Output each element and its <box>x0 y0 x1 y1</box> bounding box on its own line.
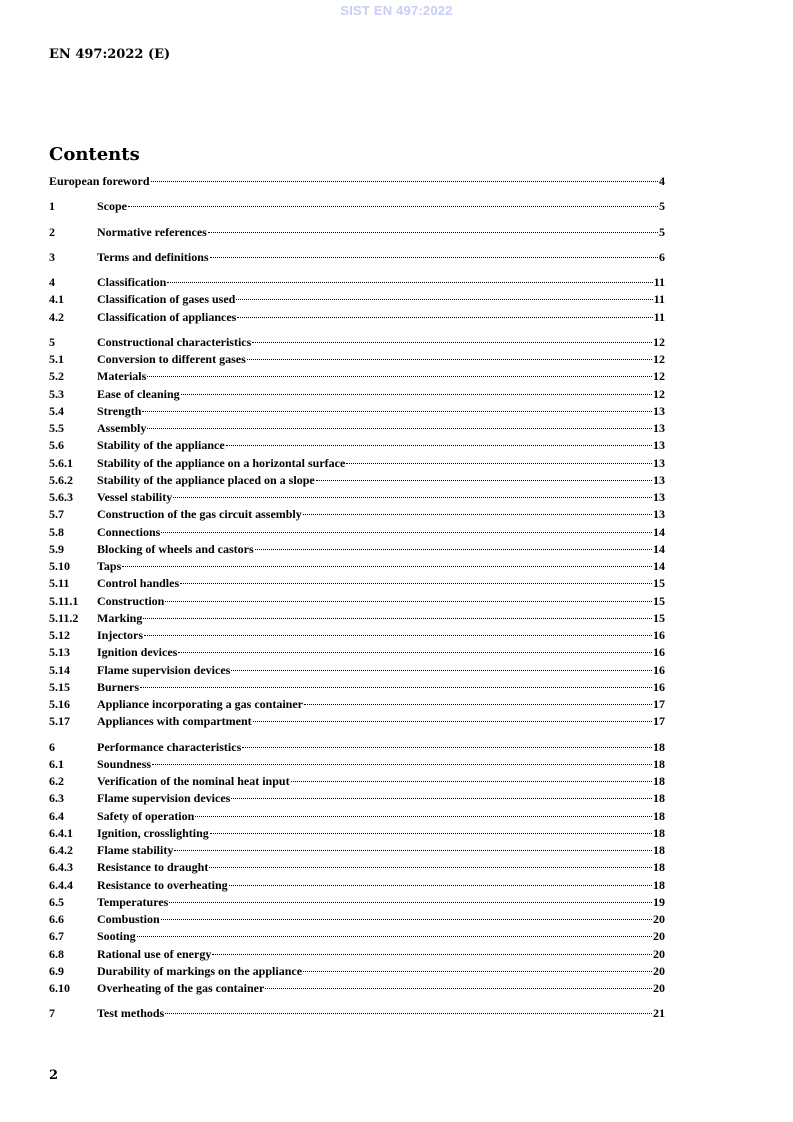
page-number: 2 <box>49 1068 59 1083</box>
toc-entry-number: 6.3 <box>49 791 64 806</box>
toc-dot-leader <box>231 798 652 799</box>
toc-entry-page: 13 <box>653 455 665 470</box>
toc-entry-title: Overheating of the gas container <box>97 981 265 995</box>
toc-entry[interactable] <box>49 859 665 876</box>
toc-entry-title: Stability of the appliance placed on a slope <box>97 472 315 487</box>
toc-entry-page: 15 <box>653 593 665 608</box>
toc-entry-title: Flame stability <box>97 843 174 857</box>
contents-heading: Contents <box>49 144 140 165</box>
toc-entry-title: Vessel stability <box>97 490 173 504</box>
toc-dot-leader <box>252 342 652 343</box>
toc-entry-title: Verification of the nominal heat input <box>97 774 290 788</box>
toc-entry-number: 7 <box>49 1006 55 1021</box>
toc-entry-page: 12 <box>653 369 665 384</box>
toc-dot-leader <box>316 480 652 481</box>
toc-dot-leader <box>231 670 652 671</box>
toc-entry-page: 13 <box>653 507 665 522</box>
toc-entry-title: Scope <box>97 199 127 214</box>
toc-dot-leader <box>147 428 652 429</box>
toc-entry-number: 5.6.1 <box>49 455 73 470</box>
toc-entry-title: Combustion <box>97 912 160 926</box>
toc-entry-number: 5.13 <box>49 645 70 660</box>
toc-entry-page: 17 <box>653 714 665 729</box>
toc-entry[interactable] <box>49 842 665 859</box>
toc-entry-title: Ease of cleaning <box>97 386 180 401</box>
toc-entry-title: Marking <box>97 610 143 625</box>
toc-entry[interactable] <box>49 334 665 351</box>
toc-entry[interactable] <box>49 173 665 190</box>
toc-dot-leader <box>169 902 652 903</box>
toc-entry-page: 17 <box>653 697 665 711</box>
toc-dot-leader <box>208 232 658 233</box>
toc-entry-page: 18 <box>653 808 665 823</box>
toc-dot-leader <box>165 1013 652 1014</box>
toc-dot-leader <box>209 867 652 868</box>
toc-entry-number: 5.6.3 <box>49 490 73 504</box>
toc-entry[interactable] <box>49 739 665 756</box>
toc-entry-number: 5.10 <box>49 559 70 573</box>
toc-entry-number: 5.15 <box>49 679 70 694</box>
toc-entry-number: 5.4 <box>49 403 64 418</box>
toc-entry[interactable] <box>49 420 665 437</box>
toc-entry-title: Resistance to draught <box>97 860 209 875</box>
toc-entry-page: 18 <box>653 877 665 892</box>
toc-entry-number: 6.5 <box>49 894 64 909</box>
toc-entry[interactable] <box>49 713 665 730</box>
toc-entry-number: 5.6.2 <box>49 472 73 487</box>
toc-entry-page: 4 <box>659 174 665 188</box>
toc-dot-leader <box>173 497 652 498</box>
toc-entry-title: Assembly <box>97 421 147 435</box>
toc-entry-page: 18 <box>653 843 665 857</box>
toc-entry[interactable] <box>49 911 665 928</box>
toc-entry[interactable] <box>49 472 665 489</box>
toc-dot-leader <box>174 850 652 851</box>
toc-entry-title: Rational use of energy <box>97 946 212 961</box>
toc-entry-number: 6.4.3 <box>49 860 73 875</box>
toc-entry-number: 5.1 <box>49 352 64 366</box>
toc-entry-number: 5 <box>49 334 55 349</box>
toc-entry-title: Ignition, crosslighting <box>97 825 209 840</box>
toc-entry-page: 11 <box>653 275 665 289</box>
toc-dot-leader <box>151 181 658 182</box>
toc-dot-leader <box>140 687 652 688</box>
toc-entry[interactable] <box>49 980 665 997</box>
toc-dot-leader <box>236 299 652 300</box>
toc-dot-leader <box>165 601 652 602</box>
toc-entry[interactable] <box>49 808 665 825</box>
toc-entry-title: European foreword <box>49 174 150 188</box>
toc-entry-number: 6.4.1 <box>49 825 73 840</box>
toc-entry-page: 13 <box>653 421 665 435</box>
toc-entry-title: Soundness <box>97 756 152 771</box>
watermark: SIST EN 497:2022 <box>340 3 453 18</box>
toc-entry-page: 12 <box>653 334 665 349</box>
toc-dot-leader <box>247 359 652 360</box>
toc-dot-leader <box>229 885 652 886</box>
toc-dot-leader <box>122 566 652 567</box>
toc-entry-number: 6.6 <box>49 912 64 926</box>
toc-entry-number: 6.7 <box>49 929 64 944</box>
toc-entry[interactable] <box>49 790 665 807</box>
toc-dot-leader <box>304 704 652 705</box>
toc-dot-leader <box>147 376 652 377</box>
toc-entry-page: 11 <box>653 292 665 307</box>
toc-entry[interactable] <box>49 437 665 454</box>
toc-entry[interactable] <box>49 946 665 963</box>
toc-entry-number: 1 <box>49 199 55 214</box>
toc-entry-number: 4 <box>49 275 55 289</box>
toc-entry-title: Materials <box>97 369 147 384</box>
toc-entry[interactable] <box>49 963 665 980</box>
toc-entry[interactable] <box>49 455 665 472</box>
toc-entry[interactable] <box>49 696 665 713</box>
toc-entry-title: Safety of operation <box>97 808 195 823</box>
toc-entry-number: 3 <box>49 249 55 264</box>
toc-entry-number: 6.4.2 <box>49 843 73 857</box>
toc-dot-leader <box>291 781 652 782</box>
toc-entry[interactable] <box>49 610 665 627</box>
toc-entry-title: Temperatures <box>97 894 169 909</box>
toc-entry[interactable] <box>49 351 665 368</box>
toc-entry-title: Construction <box>97 593 165 608</box>
toc-entry-page: 5 <box>659 224 665 239</box>
toc-entry-page: 15 <box>653 610 665 625</box>
toc-entry-number: 5.6 <box>49 438 64 453</box>
toc-dot-leader <box>210 257 658 258</box>
toc-entry-page: 6 <box>659 249 665 264</box>
toc-entry[interactable] <box>49 679 665 696</box>
toc-dot-leader <box>180 583 652 584</box>
toc-dot-leader <box>152 764 652 765</box>
toc-dot-leader <box>128 206 658 207</box>
toc-entry-title: Conversion to different gases <box>97 352 246 366</box>
toc-entry[interactable] <box>49 644 665 661</box>
toc-entry-number: 5.11.2 <box>49 610 79 625</box>
toc-entry[interactable] <box>49 558 665 575</box>
toc-entry-page: 18 <box>653 756 665 771</box>
toc-entry-page: 16 <box>653 645 665 660</box>
toc-entry-title: Strength <box>97 403 142 418</box>
toc-entry-page: 20 <box>653 981 665 995</box>
toc-entry-title: Stability of the appliance <box>97 438 225 453</box>
toc-entry-page: 21 <box>653 1006 665 1021</box>
toc-dot-leader <box>253 721 652 722</box>
toc-entry-page: 18 <box>653 860 665 875</box>
toc-dot-leader <box>255 549 652 550</box>
toc-entry-title: Test methods <box>97 1006 165 1021</box>
toc-dot-leader <box>161 532 652 533</box>
toc-entry-page: 16 <box>653 628 665 642</box>
toc-entry-page: 18 <box>653 739 665 754</box>
toc-entry-number: 5.9 <box>49 541 64 556</box>
toc-entry-page: 11 <box>653 309 665 324</box>
toc-dot-leader <box>178 652 652 653</box>
toc-dot-leader <box>242 747 652 748</box>
toc-entry[interactable] <box>49 825 665 842</box>
toc-entry-page: 18 <box>653 791 665 806</box>
toc-entry[interactable] <box>49 575 665 592</box>
toc-entry-page: 19 <box>653 894 665 909</box>
toc-dot-leader <box>137 936 652 937</box>
toc-entry-page: 20 <box>653 929 665 944</box>
toc-entry-number: 6.9 <box>49 963 64 978</box>
toc-entry-page: 13 <box>653 403 665 418</box>
toc-dot-leader <box>212 954 652 955</box>
toc-entry[interactable] <box>49 368 665 385</box>
toc-dot-leader <box>144 635 652 636</box>
toc-entry[interactable] <box>49 773 665 790</box>
toc-entry[interactable] <box>49 489 665 506</box>
toc-entry-title: Classification <box>97 275 167 289</box>
toc-entry-title: Flame supervision devices <box>97 662 231 677</box>
toc-entry[interactable] <box>49 756 665 773</box>
toc-dot-leader <box>303 514 652 515</box>
toc-entry-number: 5.12 <box>49 628 70 642</box>
toc-entry-title: Connections <box>97 524 161 539</box>
toc-entry[interactable] <box>49 309 665 326</box>
toc-entry[interactable] <box>49 541 665 558</box>
toc-entry-title: Constructional characteristics <box>97 334 252 349</box>
toc-entry-title: Classification of gases used <box>97 292 236 307</box>
toc-entry-title: Taps <box>97 559 122 573</box>
toc-entry-number: 4.2 <box>49 309 64 324</box>
toc-dot-leader <box>210 833 652 834</box>
toc-entry-page: 18 <box>653 825 665 840</box>
toc-entry[interactable] <box>49 198 665 215</box>
toc-entry-page: 14 <box>653 559 665 573</box>
toc-entry-title: Terms and definitions <box>97 249 209 264</box>
toc-entry-page: 15 <box>653 576 665 591</box>
toc-entry-title: Appliance incorporating a gas container <box>97 697 303 711</box>
toc-entry[interactable] <box>49 627 665 644</box>
toc-entry-title: Control handles <box>97 576 180 591</box>
toc-entry-page: 12 <box>653 386 665 401</box>
toc-entry-title: Ignition devices <box>97 645 178 660</box>
toc-entry-title: Classification of appliances <box>97 309 237 324</box>
toc-entry-title: Normative references <box>97 224 207 239</box>
toc-entry-title: Appliances with compartment <box>97 714 252 729</box>
toc-dot-leader <box>167 282 652 283</box>
toc-entry-number: 4.1 <box>49 292 64 307</box>
toc-entry-number: 5.7 <box>49 507 64 522</box>
toc-entry-number: 6.1 <box>49 756 64 771</box>
toc-entry-number: 6.8 <box>49 946 64 961</box>
toc-entry-page: 13 <box>653 490 665 504</box>
toc-entry-number: 5.11 <box>49 576 70 591</box>
toc-entry-title: Injectors <box>97 628 143 642</box>
toc-entry-page: 16 <box>653 679 665 694</box>
toc-entry-number: 5.16 <box>49 697 70 711</box>
toc-entry-title: Burners <box>97 679 139 694</box>
toc-entry-number: 6.4.4 <box>49 877 73 892</box>
toc-entry-number: 5.11.1 <box>49 593 79 608</box>
toc-entry-page: 20 <box>653 963 665 978</box>
toc-dot-leader <box>143 618 652 619</box>
toc-entry-number: 5.5 <box>49 421 64 435</box>
toc-entry[interactable] <box>49 662 665 679</box>
toc-entry-title: Blocking of wheels and castors <box>97 541 254 556</box>
toc-entry-page: 18 <box>653 774 665 788</box>
table-of-contents <box>49 173 665 1023</box>
toc-entry-title: Stability of the appliance on a horizontal surface <box>97 455 346 470</box>
toc-entry-number: 5.8 <box>49 524 64 539</box>
toc-entry[interactable] <box>49 894 665 911</box>
toc-dot-leader <box>181 394 652 395</box>
toc-dot-leader <box>237 317 652 318</box>
toc-entry[interactable] <box>49 291 665 308</box>
toc-entry[interactable] <box>49 274 665 291</box>
toc-entry-number: 5.3 <box>49 386 64 401</box>
toc-entry[interactable] <box>49 524 665 541</box>
toc-entry[interactable] <box>49 928 665 945</box>
toc-entry[interactable] <box>49 224 665 241</box>
toc-dot-leader <box>226 445 652 446</box>
toc-dot-leader <box>161 919 652 920</box>
toc-entry-number: 5.14 <box>49 662 70 677</box>
toc-entry[interactable] <box>49 593 665 610</box>
toc-entry-title: Flame supervision devices <box>97 791 231 806</box>
toc-entry-page: 13 <box>653 438 665 453</box>
toc-entry[interactable] <box>49 506 665 523</box>
toc-entry-page: 14 <box>653 524 665 539</box>
toc-entry-title: Performance characteristics <box>97 739 242 754</box>
toc-entry[interactable] <box>49 386 665 403</box>
toc-entry-page: 20 <box>653 912 665 926</box>
toc-entry-number: 6 <box>49 739 55 754</box>
toc-entry-page: 12 <box>653 352 665 366</box>
toc-entry[interactable] <box>49 1005 665 1022</box>
toc-entry-page: 14 <box>653 541 665 556</box>
toc-entry-number: 5.2 <box>49 369 64 384</box>
toc-entry-title: Sooting <box>97 929 136 944</box>
toc-entry-page: 16 <box>653 662 665 677</box>
document-id: EN 497:2022 (E) <box>49 47 171 62</box>
toc-entry-number: 6.4 <box>49 808 64 823</box>
toc-entry[interactable] <box>49 877 665 894</box>
toc-entry-number: 6.2 <box>49 774 64 788</box>
toc-entry-number: 5.17 <box>49 714 70 729</box>
toc-entry-title: Durability of markings on the appliance <box>97 963 303 978</box>
toc-dot-leader <box>303 971 652 972</box>
toc-entry-title: Resistance to overheating <box>97 877 228 892</box>
toc-entry-title: Construction of the gas circuit assembly <box>97 507 302 522</box>
toc-dot-leader <box>346 463 652 464</box>
toc-entry[interactable] <box>49 249 665 266</box>
toc-dot-leader <box>265 988 652 989</box>
toc-entry-number: 6.10 <box>49 981 70 995</box>
toc-entry-page: 5 <box>659 199 665 214</box>
toc-entry-number: 2 <box>49 224 55 239</box>
toc-entry-page: 20 <box>653 946 665 961</box>
toc-entry[interactable] <box>49 403 665 420</box>
toc-dot-leader <box>195 816 652 817</box>
toc-dot-leader <box>142 411 652 412</box>
toc-entry-page: 13 <box>653 472 665 487</box>
